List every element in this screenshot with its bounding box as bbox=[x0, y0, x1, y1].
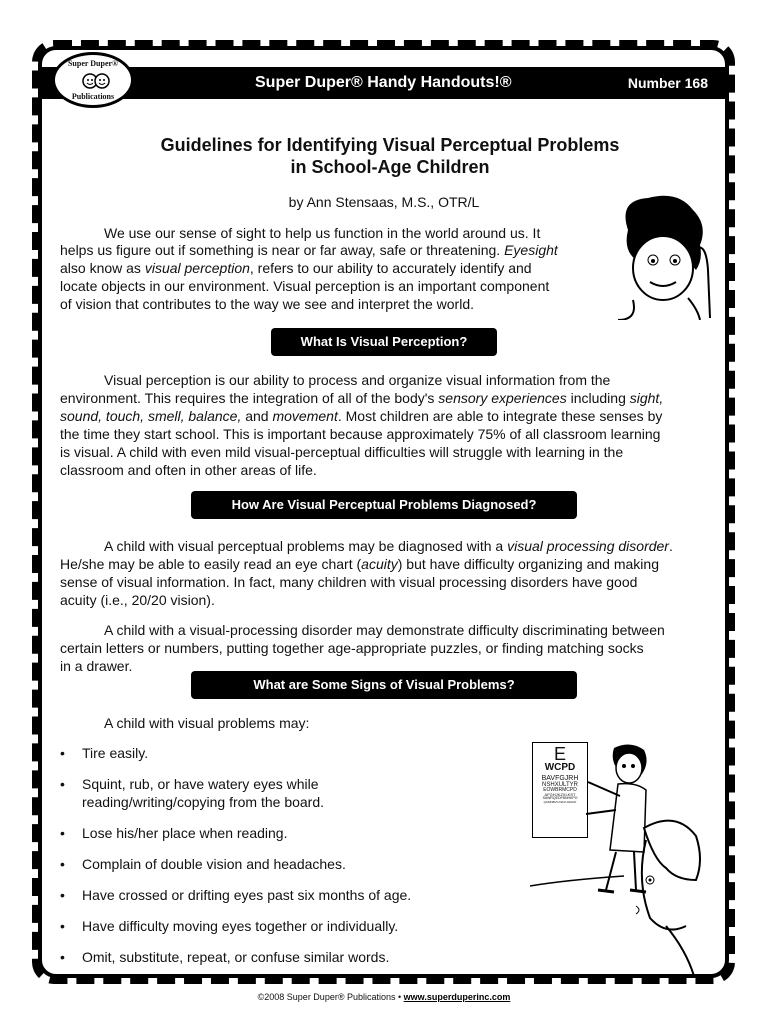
intro-text: helps us figure out if something is near or far away, safe or threatening. bbox=[60, 242, 501, 258]
section-heading-visual-perception: What Is Visual Perception? bbox=[271, 328, 497, 356]
list-item-text: Tire easily. bbox=[82, 745, 149, 761]
p1-line-5: is visual. A child with even mild visual-perceptual difficulties will struggle with learning in the bbox=[60, 444, 624, 460]
super-duper-logo bbox=[52, 52, 134, 108]
signs-list bbox=[60, 744, 480, 966]
eye-chart-row: NSHXULTYR bbox=[542, 782, 578, 788]
p1-italic: movement bbox=[272, 408, 338, 424]
list-item bbox=[60, 917, 480, 935]
p2-text: ) but have difficulty organizing and making bbox=[397, 556, 659, 572]
p2-italic: visual processing disorder bbox=[507, 538, 669, 554]
p1-line-6: classroom and often in other areas of life. bbox=[60, 462, 317, 478]
page-title bbox=[80, 134, 700, 178]
eye-chart-row: SAWRQEDFBNHKPO bbox=[542, 796, 578, 800]
eye-chart-row: BAVFGJRH bbox=[541, 775, 579, 782]
list-item bbox=[60, 886, 480, 904]
p1-text: environment. This requires the integration of all of the body's bbox=[60, 390, 435, 406]
intro-italic: Eyesight bbox=[504, 242, 558, 258]
logo-faces-icon bbox=[81, 71, 111, 91]
intro-line-3 bbox=[60, 259, 532, 277]
p1-line-1: Visual perception is our ability to process and organize visual information from the bbox=[104, 372, 611, 388]
handout-number: Number 168 bbox=[627, 75, 708, 91]
p1-text: including bbox=[570, 390, 626, 406]
list-item-text: Squint, rub, or have watery eyes while bbox=[82, 776, 319, 792]
intro-text: also know as bbox=[60, 260, 141, 276]
logo-text-bottom: Publications bbox=[71, 92, 115, 101]
section-heading-signs: What are Some Signs of Visual Problems? bbox=[191, 671, 577, 699]
eye-chart-row: EOWBRMCPD bbox=[543, 787, 577, 793]
p3-line-2: certain letters or numbers, putting together age-appropriate puzzles, or finding matching socks bbox=[60, 640, 644, 656]
eye-exam-illustration bbox=[526, 740, 704, 976]
intro-line-1: We use our sense of sight to help us function in the world around us. It bbox=[104, 225, 541, 241]
p2-text: A child with visual perceptual problems may be diagnosed with a bbox=[104, 538, 504, 554]
list-item-text: Lose his/her place when reading. bbox=[82, 825, 288, 841]
signs-intro: A child with visual problems may: bbox=[104, 715, 310, 731]
p2-text: . bbox=[668, 538, 673, 554]
p2-line-4: acuity (i.e., 20/20 vision). bbox=[60, 592, 215, 608]
p1-italic: sight, bbox=[629, 390, 664, 406]
title-line-2: in School-Age Children bbox=[290, 157, 490, 177]
list-item-text: Have crossed or drifting eyes past six months of age. bbox=[82, 887, 412, 903]
intro-line-2 bbox=[60, 241, 558, 259]
intro-line-4: locate objects in our environment. Visual perception is an important component bbox=[60, 278, 550, 294]
list-item-text: Omit, substitute, repeat, or confuse similar words. bbox=[82, 949, 390, 965]
girl-illustration bbox=[608, 190, 718, 320]
list-item bbox=[60, 775, 480, 811]
p2-text: He/she may be able to easily read an eye chart ( bbox=[60, 556, 362, 572]
header-title: Super Duper® Handy Handouts!® bbox=[255, 74, 512, 91]
logo-text-top: Super Duper® bbox=[67, 59, 119, 68]
eye-chart-row: WCPD bbox=[544, 762, 576, 773]
list-item-text: Complain of double vision and headaches. bbox=[82, 856, 346, 872]
list-item-text: reading/writing/copying from the board. bbox=[82, 794, 325, 810]
list-item bbox=[60, 855, 480, 873]
p1-italic: sensory experiences bbox=[438, 390, 567, 406]
p1-line-4: the time they start school. This is important because approximately 75% of all classroom learning bbox=[60, 426, 661, 442]
list-item-text: Have difficulty moving eyes together or individually. bbox=[82, 918, 399, 934]
list-item bbox=[60, 948, 480, 966]
p3-line-3: in a drawer. bbox=[60, 658, 133, 674]
p2-line-1 bbox=[104, 537, 673, 555]
p2-line-2 bbox=[60, 555, 659, 573]
list-item bbox=[60, 824, 480, 842]
byline: by Ann Stensaas, M.S., OTR/L bbox=[288, 194, 480, 210]
intro-text: , refers to our ability to accurately identify and bbox=[249, 260, 532, 276]
footer-copyright: ©2008 Super Duper® Publications • bbox=[257, 992, 402, 1002]
p3-line-1: A child with a visual-processing disorder may demonstrate difficulty discriminating between bbox=[104, 622, 665, 638]
intro-italic: visual perception bbox=[144, 260, 250, 276]
p1-line-3 bbox=[60, 407, 662, 425]
p1-line-2 bbox=[60, 389, 663, 407]
p2-italic: acuity bbox=[361, 556, 398, 572]
p1-text: . Most children are able to integrate these senses by bbox=[337, 408, 663, 424]
intro-line-5: of vision that contributes to the way we see and interpret the world. bbox=[60, 296, 475, 312]
p2-line-3: sense of visual information. In fact, many children with visual processing disorders have good bbox=[60, 574, 638, 590]
header-bar bbox=[40, 67, 728, 99]
list-item bbox=[60, 744, 480, 762]
title-line-1: Guidelines for Identifying Visual Perceptual Problems bbox=[160, 135, 620, 155]
footer-website-link[interactable]: www.superduperinc.com bbox=[403, 992, 511, 1002]
p1-text: and bbox=[245, 408, 269, 424]
footer bbox=[0, 992, 768, 1002]
eye-chart-row: E bbox=[553, 744, 566, 764]
p1-italic: sound, touch, smell, balance, bbox=[60, 408, 242, 424]
eye-chart-row: QAMNBVCXZLKJHGFD bbox=[543, 799, 577, 804]
eye-chart-row: AFGHJKZXLKST bbox=[544, 792, 576, 797]
section-heading-diagnosed: How Are Visual Perceptual Problems Diagnosed? bbox=[191, 491, 577, 519]
